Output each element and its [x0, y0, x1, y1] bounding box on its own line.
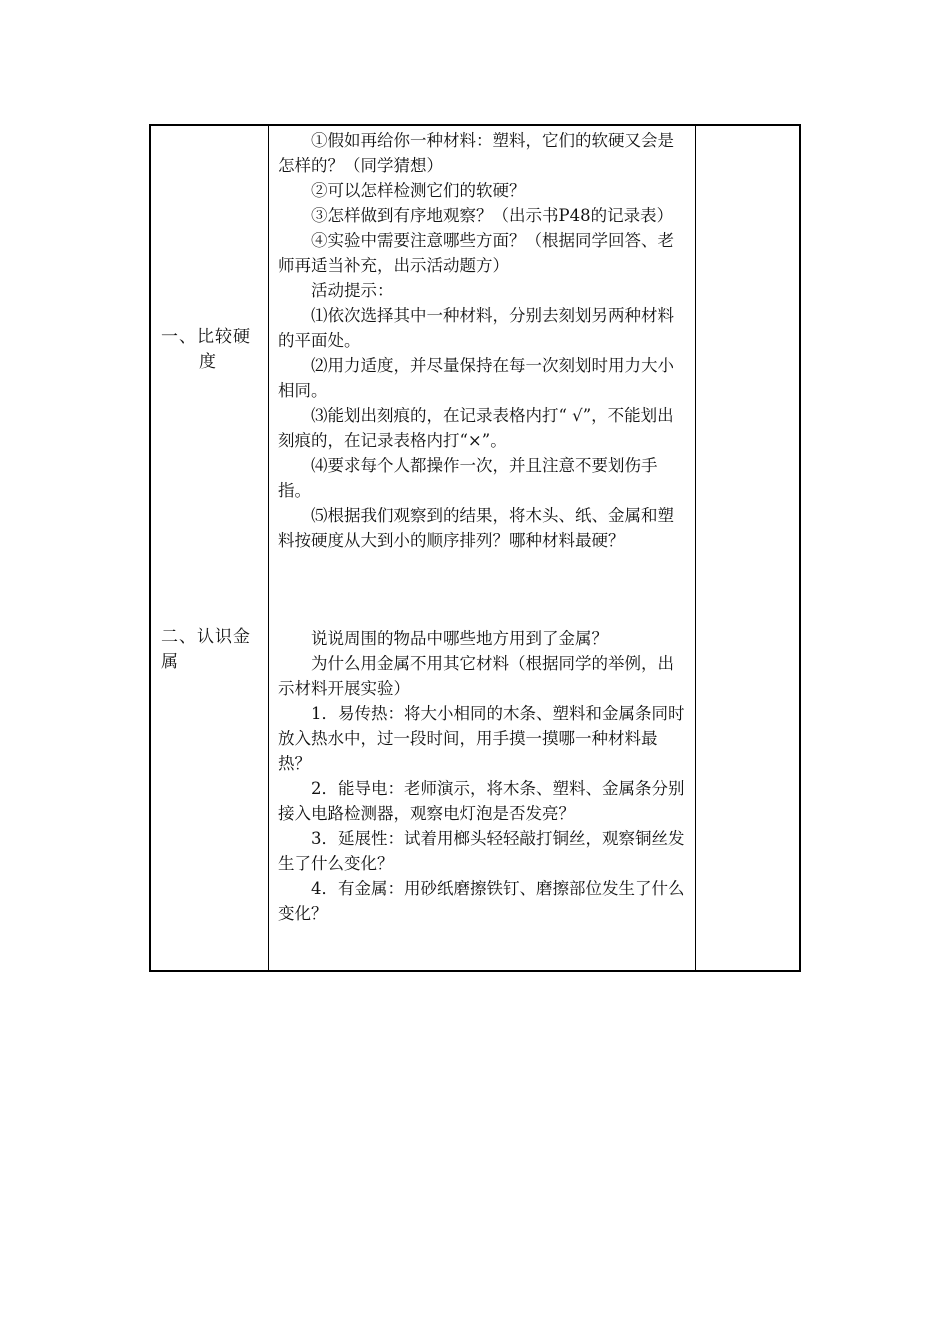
notes-column: [696, 126, 799, 970]
section-label-line: 一、比较硬: [161, 327, 251, 347]
paragraph: 说说周围的物品中哪些地方用到了金属？: [311, 629, 608, 648]
section-label-line: 度: [199, 352, 216, 372]
paragraph: 3．延展性：试着用榔头轻轻敲打铜丝，观察铜丝发生了什么变化？: [278, 829, 685, 873]
paragraph: 1．易传热：将大小相同的木条、塑料和金属条同时放入热水中，过一段时间，用手摸一摸哪一种材料最热？: [278, 704, 685, 773]
paragraph: ①假如再给你一种材料：塑料，它们的软硬又会是怎样的？（同学猜想）: [278, 131, 674, 175]
paragraph: ②可以怎样检测它们的软硬？: [311, 181, 526, 200]
section-column: [151, 126, 269, 970]
paragraph: ⑵用力适度，并尽量保持在每一次刻划时用力大小相同。: [278, 356, 674, 400]
section-label-metal: [161, 625, 261, 675]
paragraph: 为什么用金属不用其它材料（根据同学的举例，出示材料开展实验）: [278, 654, 674, 698]
content-column: [269, 126, 696, 970]
section-label-hardness: [161, 325, 261, 375]
paragraph: 4．有金属：用砂纸磨擦铁钉、磨擦部位发生了什么变化？: [278, 879, 685, 923]
section-label-line: 二、认识金: [161, 627, 251, 647]
paragraph: ⑸根据我们观察到的结果，将木头、纸、金属和塑料按硬度从大到小的顺序排列？哪种材料最硬？: [278, 506, 674, 550]
paragraph: 2．能导电：老师演示，将木条、塑料、金属条分别接入电路检测器，观察电灯泡是否发亮？: [278, 779, 685, 823]
paragraph: ④实验中需要注意哪些方面？（根据同学回答、老师再适当补充，出示活动题方）: [278, 231, 674, 275]
paragraph: ⑶能划出刻痕的，在记录表格内打“ √”，不能划出刻痕的，在记录表格内打“×”。: [278, 406, 674, 450]
metal-content: [278, 626, 687, 926]
hardness-content: [278, 128, 687, 553]
lesson-table: [149, 124, 801, 972]
paragraph: ⑷要求每个人都操作一次，并且注意不要划伤手指。: [278, 456, 658, 500]
paragraph: ⑴依次选择其中一种材料，分别去刻划另两种材料的平面处。: [278, 306, 674, 350]
paragraph: 活动提示：: [311, 281, 394, 300]
paragraph: ③怎样做到有序地观察？（出示书P48的记录表）: [311, 206, 674, 225]
section-label-line: 属: [161, 652, 178, 672]
